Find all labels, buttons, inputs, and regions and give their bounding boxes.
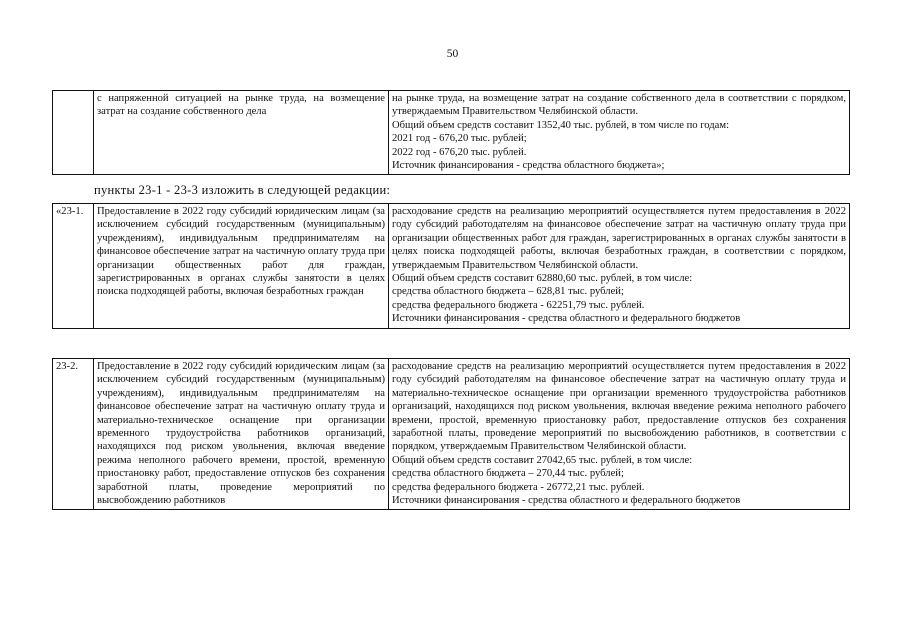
description-line: Общий объем средств составит 1352,40 тыс. рублей, в том числе по годам: bbox=[392, 119, 730, 131]
measure-title-cell: Предоставление в 2022 году субсидий юридическим лицам (за исключением субсидий государственным (муниципальным) учреждениям), индивидуальным предпринимателям на финансовое обеспечение затрат на частичную оплату труда при организации общественных работ для граждан, зарегистрированных в органах службы занятости в целях поиска подходящей работы, включая безработных граждан bbox=[94, 204, 389, 329]
section-heading: пункты 23-1 - 23-3 изложить в следующей редакции: bbox=[94, 183, 391, 197]
measure-title-cell: Предоставление в 2022 году субсидий юридическим лицам (за исключением субсидий государственным (муниципальным) учреждениям), индивидуальным предпринимателям на финансовое обеспечение затрат на частичную оплату труда и материально-техническое оснащение при организации временного трудоустройства работников организаций, находящихся под риском увольнения, включая введение режима неполного рабочего времени, простой, временную приостановку работ, предоставление отпусков без сохранения заработной платы, проведение мероприятий по высвобождению работников bbox=[94, 359, 389, 510]
description-line: средства федерального бюджета - 26772,21 тыс. рублей. bbox=[392, 481, 645, 493]
item-table-23-2 bbox=[52, 358, 850, 510]
item-table-23-1 bbox=[52, 203, 850, 329]
description-line: Источники финансирования - средства областного и федерального бюджетов bbox=[392, 313, 741, 325]
measure-description-cell bbox=[389, 359, 850, 510]
measure-title-cell: с напряженной ситуацией на рынке труда, на возмещение затрат на создание собственного дела bbox=[94, 91, 389, 175]
measure-description-cell bbox=[389, 91, 850, 175]
table-row bbox=[53, 204, 850, 329]
description-line: на рынке труда, на возмещение затрат на создание собственного дела в соответствии с порядком, утверждаемым Правительством Челябинской области. bbox=[392, 93, 846, 118]
table-row bbox=[53, 91, 850, 175]
description-line: средства федерального бюджета - 62251,79 тыс. рублей. bbox=[392, 299, 645, 311]
description-line: расходование средств на реализацию мероприятий осуществляется путем предоставления в 2022 году субсидий работодателям на финансовое обеспечение затрат на частичную оплату труда при организации общественных работ для граждан, зарегистрированных в органах службы занятости в целях поиска подходящей работы, включая безработных граждан, в соответствии с порядком, утверждаемым Правительством Челябинской области. bbox=[392, 206, 846, 271]
item-number: 23-2. bbox=[53, 359, 94, 510]
continuation-table bbox=[52, 90, 850, 175]
description-line: Источники финансирования - средства областного и федерального бюджетов bbox=[392, 495, 741, 507]
description-line: средства областного бюджета – 270,44 тыс. рублей; bbox=[392, 468, 624, 480]
description-line: Общий объем средств составит 62880,60 тыс. рублей, в том числе: bbox=[392, 273, 693, 285]
description-line: Общий объем средств составит 27042,65 тыс. рублей, в том числе: bbox=[392, 454, 693, 466]
number-cell bbox=[53, 91, 94, 175]
item-number: «23-1. bbox=[53, 204, 94, 329]
page-number: 50 bbox=[446, 48, 459, 60]
description-line: расходование средств на реализацию мероприятий осуществляется путем предоставления в 2022 году субсидий работодателям на финансовое обеспечение затрат на частичную оплату труда и материально-техническое оснащение при организации временного трудоустройства работников организаций, находящихся под риском увольнения, включая введение режима неполного рабочего времени, простой, временную приостановку работ, предоставление отпусков без сохранения заработной платы, проведение мероприятий по высвобождению работников, в соответствии с порядком, утверждаемым Правительством Челябинской области. bbox=[392, 361, 846, 453]
description-line: средства областного бюджета – 628,81 тыс. рублей; bbox=[392, 286, 624, 298]
measure-description-cell bbox=[389, 204, 850, 329]
description-line: 2021 год - 676,20 тыс. рублей; bbox=[392, 133, 527, 145]
description-line: Источник финансирования - средства областного бюджета»; bbox=[392, 160, 665, 172]
table-row bbox=[53, 359, 850, 510]
description-line: 2022 год - 676,20 тыс. рублей. bbox=[392, 146, 527, 158]
